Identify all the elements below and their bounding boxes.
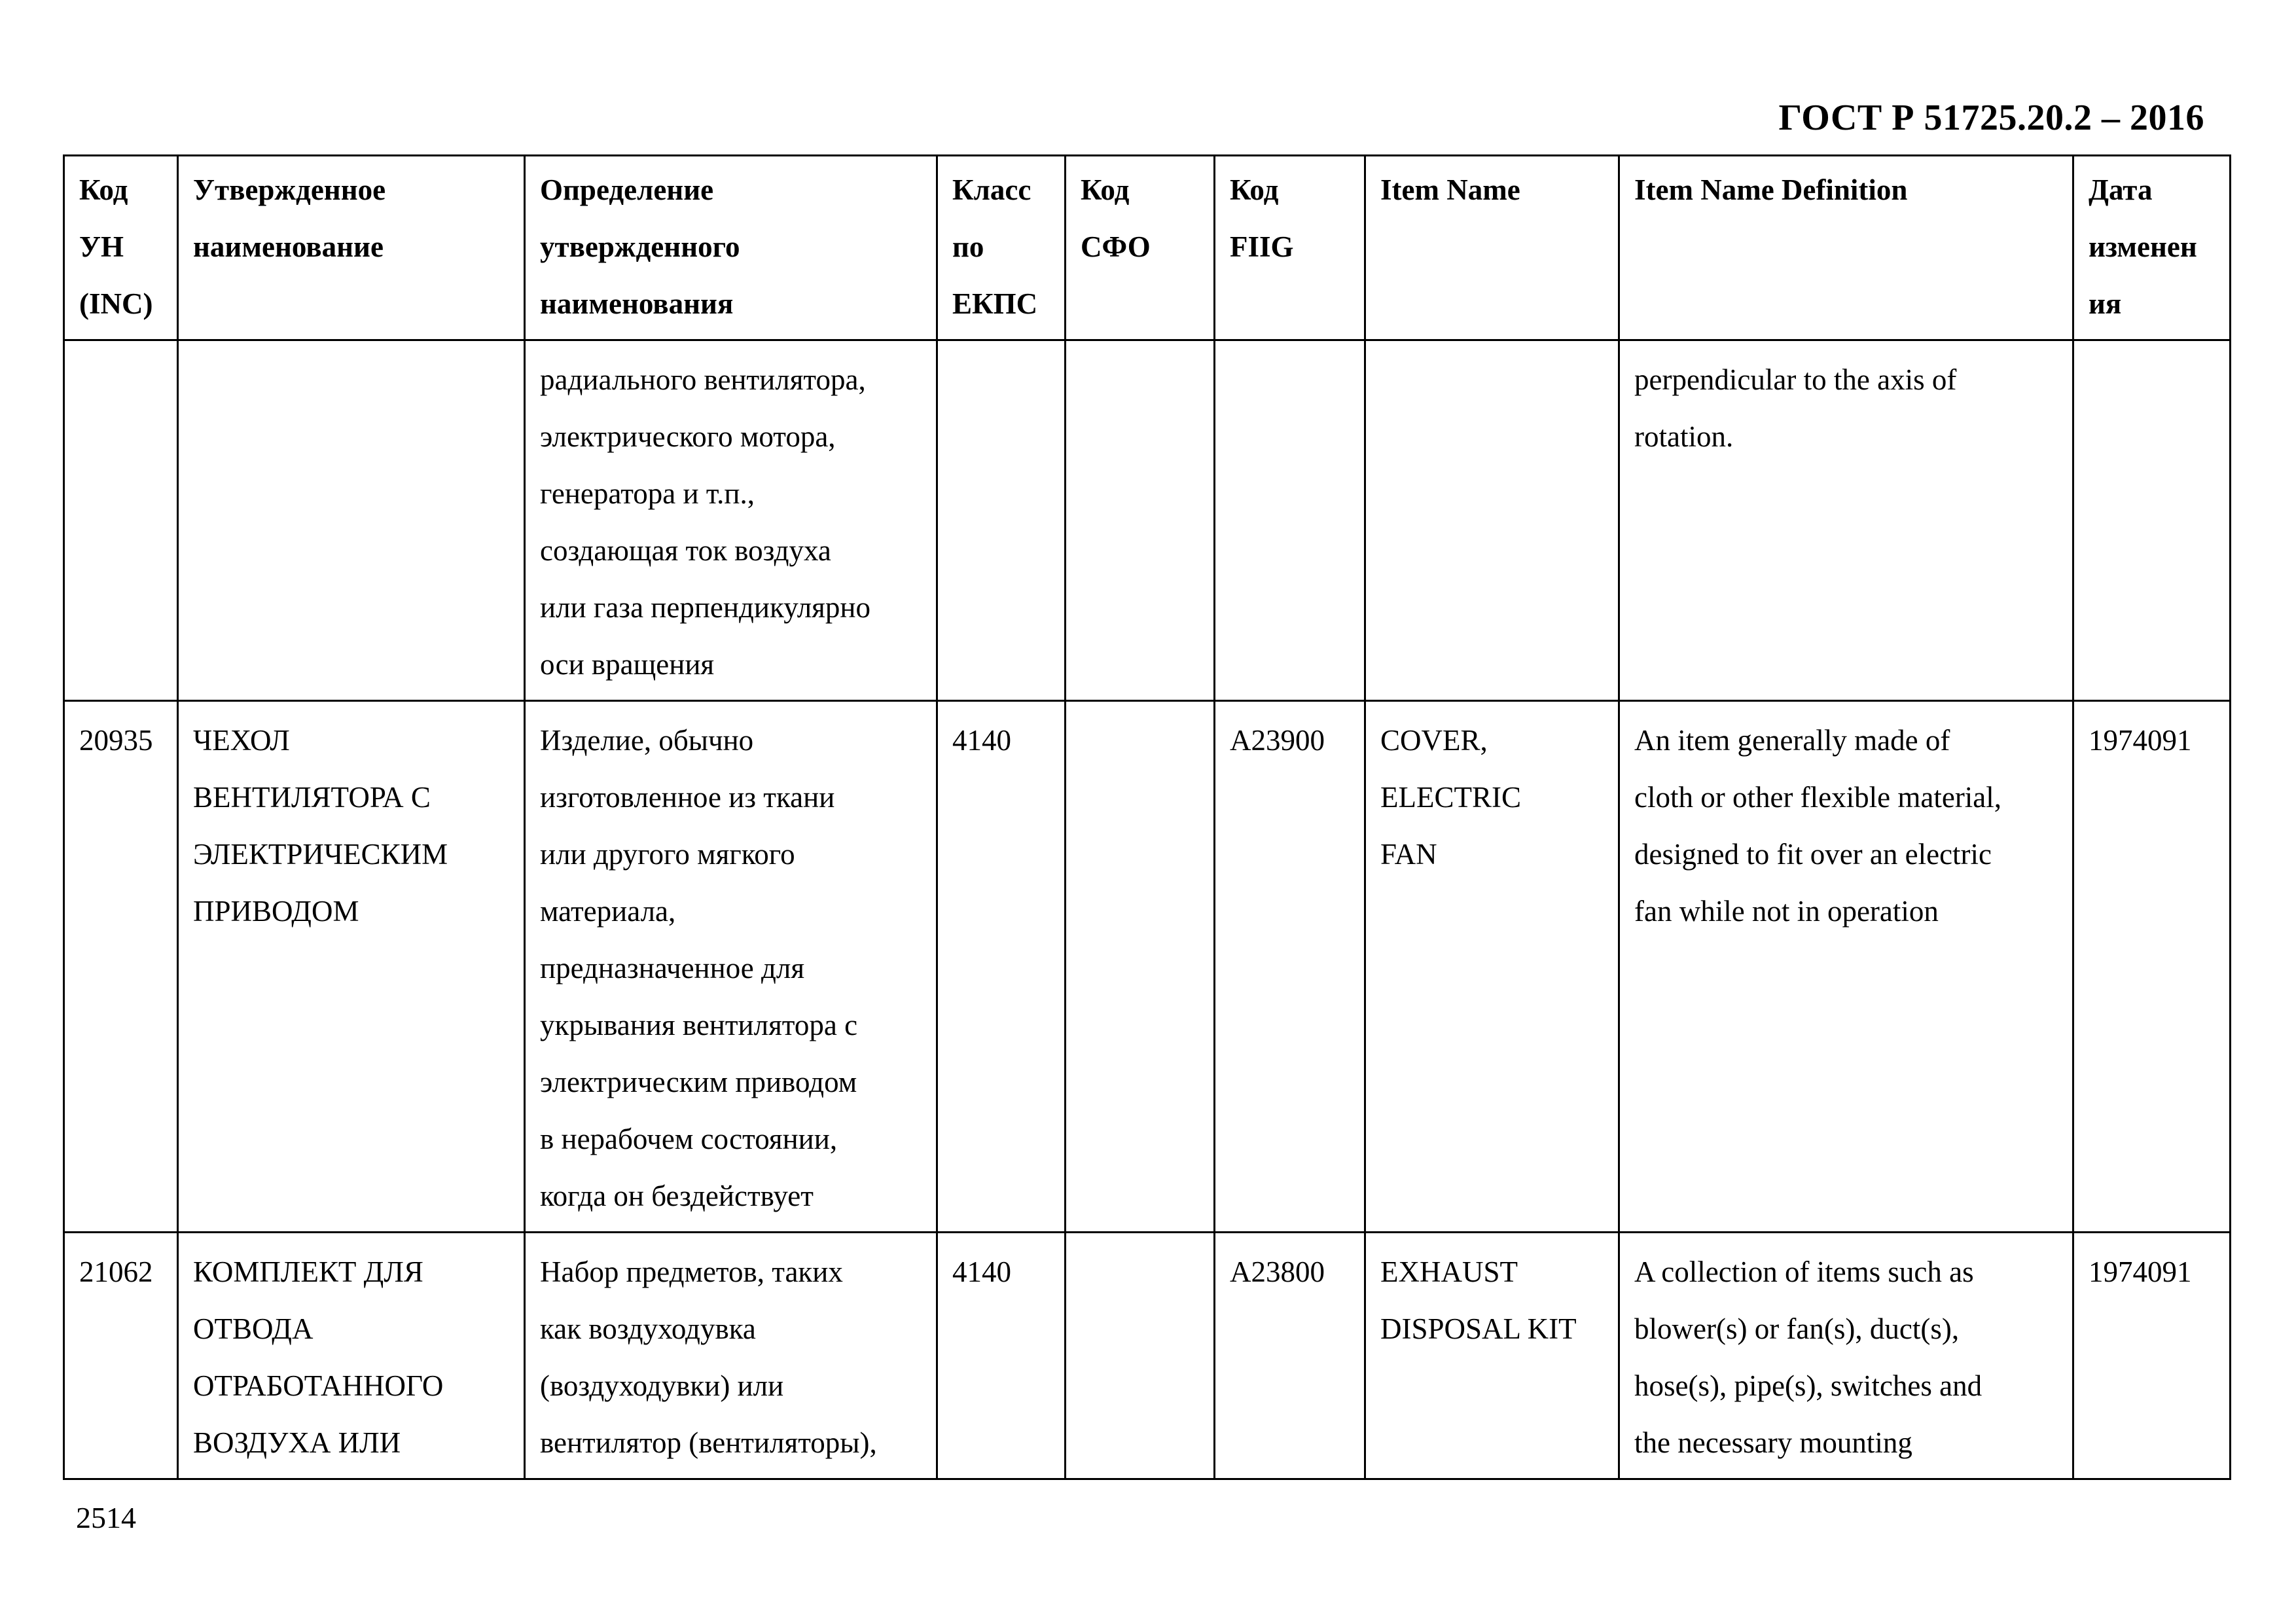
- cell-item-definition: An item generally made of cloth or other flexible material, designed to fit over an electric fan while not in operation: [1619, 701, 2073, 1233]
- cell-class: 4140: [937, 701, 1066, 1233]
- cell-class: [937, 340, 1066, 701]
- cell-definition: Набор предметов, таких как воздуходувка (воздуходувки) или вентилятор (вентиляторы),: [525, 1233, 937, 1479]
- table-row: [64, 701, 2231, 1233]
- column-header-approved-name: Утвержденное наименование: [178, 156, 525, 340]
- cell-sfo: [1066, 340, 1215, 701]
- inc-table: [63, 154, 2231, 1480]
- cell-change-date: 1974091: [2073, 701, 2231, 1233]
- column-header-sfo: Код СФО: [1066, 156, 1215, 340]
- cell-fiig: A23800: [1215, 1233, 1365, 1479]
- cell-approved-name: [178, 340, 525, 701]
- document-code: ГОСТ Р 51725.20.2 – 2016: [1778, 98, 2204, 138]
- cell-definition: радиального вентилятора, электрического мотора, генератора и т.п., создающая ток воздуха или газа перпендикулярно оси вращения: [525, 340, 937, 701]
- cell-inc: 21062: [64, 1233, 178, 1479]
- cell-change-date: [2073, 340, 2231, 701]
- cell-change-date: 1974091: [2073, 1233, 2231, 1479]
- cell-item-name: COVER, ELECTRIC FAN: [1365, 701, 1619, 1233]
- cell-sfo: [1066, 701, 1215, 1233]
- page-number: 2514: [76, 1501, 136, 1534]
- cell-item-definition: perpendicular to the axis of rotation.: [1619, 340, 2073, 701]
- cell-class: 4140: [937, 1233, 1066, 1479]
- column-header-class: Класс по ЕКПС: [937, 156, 1066, 340]
- column-header-name-definition: Определение утвержденного наименования: [525, 156, 937, 340]
- column-header-change-date: Дата изменен ия: [2073, 156, 2231, 340]
- column-header-fiig: Код FIIG: [1215, 156, 1365, 340]
- cell-definition: Изделие, обычно изготовленное из ткани или другого мягкого материала, предназначенное для укрывания вентилятора с электрическим приводом в нерабочем состоянии, когда он бездействует: [525, 701, 937, 1233]
- table-row: [64, 1233, 2231, 1479]
- table-header-row: [64, 156, 2231, 340]
- cell-item-name: EXHAUST DISPOSAL KIT: [1365, 1233, 1619, 1479]
- column-header-item-name: Item Name: [1365, 156, 1619, 340]
- cell-item-definition: A collection of items such as blower(s) or fan(s), duct(s), hose(s), pipe(s), switches and the necessary mounting: [1619, 1233, 2073, 1479]
- cell-approved-name: КОМПЛЕКТ ДЛЯ ОТВОДА ОТРАБОТАННОГО ВОЗДУХА ИЛИ: [178, 1233, 525, 1479]
- column-header-item-name-definition: Item Name Definition: [1619, 156, 2073, 340]
- cell-inc: 20935: [64, 701, 178, 1233]
- cell-fiig: A23900: [1215, 701, 1365, 1233]
- cell-fiig: [1215, 340, 1365, 701]
- table-row: [64, 340, 2231, 701]
- cell-item-name: [1365, 340, 1619, 701]
- cell-inc: [64, 340, 178, 701]
- cell-approved-name: ЧЕХОЛ ВЕНТИЛЯТОРА С ЭЛЕКТРИЧЕСКИМ ПРИВОДОМ: [178, 701, 525, 1233]
- column-header-inc: Код УН (INC): [64, 156, 178, 340]
- cell-sfo: [1066, 1233, 1215, 1479]
